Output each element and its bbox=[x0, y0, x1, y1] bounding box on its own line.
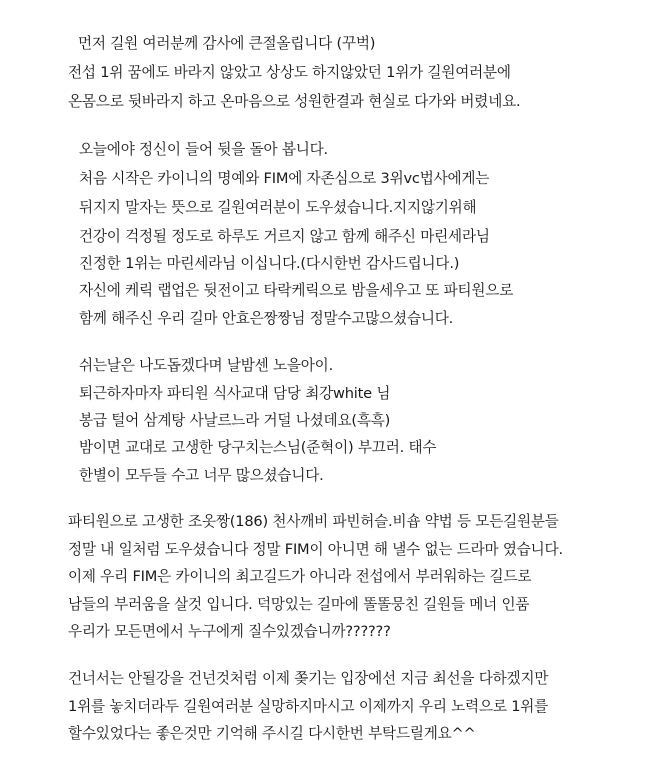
text-line: 파티원으로 고생한 조옷짱(186) 천사깨비 파빈허슬.비숍 약법 등 모든길원분들 bbox=[68, 513, 559, 530]
text-line: 정말 내 일처럼 도우셨습니다 정말 FIM이 아니면 해 낼수 없는 드라마 였습니다. bbox=[68, 541, 563, 558]
text-line: 남들의 부러움을 살것 입니다. 덕망있는 길마에 똘똘뭉친 길원들 메너 인품 bbox=[68, 596, 530, 613]
text-line: 건강이 걱정될 정도로 하루도 거르지 않고 함께 해주신 마린세라님 bbox=[79, 228, 490, 245]
text-line: 우리가 모든면에서 누구에게 질수있겠습니까?????? bbox=[68, 623, 391, 640]
text-line: 자신에 케릭 랩업은 뒷전이고 타락케릭으로 밤을세우고 또 파티원으로 bbox=[79, 282, 514, 299]
text-line: 봉급 털어 삼계탕 사날르느라 거덜 나셨데요(흑흑) bbox=[79, 412, 391, 429]
text-line: 온몸으로 뒷바라지 하고 온마음으로 성원한결과 현실로 다가와 버렸네요. bbox=[68, 93, 521, 110]
text-line: 먼저 길원 여러분께 감사에 큰절올립니다 (꾸벅) bbox=[78, 35, 376, 52]
text-line: 오늘에야 정신이 들어 뒷을 돌아 봅니다. bbox=[79, 141, 328, 158]
text-line: 진정한 1위는 마린세라님 이십니다.(다시한번 감사드립니다.) bbox=[79, 255, 460, 272]
text-line: 쉬는날은 나도돕겠다며 날밤센 노을아이. bbox=[79, 357, 334, 374]
text-line: 처음 시작은 카이니의 명예와 FIM에 자존심으로 3위vc법사에게는 bbox=[79, 170, 490, 187]
text-line: 퇴근하자마자 파티원 식사교대 담당 최강white 님 bbox=[79, 385, 391, 402]
text-line: 뒤지지 말자는 뜻으로 길원여러분이 도우셨습니다.지지않기위해 bbox=[79, 199, 477, 216]
text-line: 전섭 1위 꿈에도 바라지 않았고 상상도 하지않았던 1위가 길원여러분에 bbox=[68, 64, 511, 81]
text-line: 한별이 모두들 수고 너무 많으셨습니다. bbox=[79, 467, 324, 484]
text-line: 이제 우리 FIM은 카이니의 최고길드가 아니라 전섭에서 부러워하는 길드로 bbox=[68, 568, 532, 585]
text-line: 밤이면 교대로 고생한 당구치는스님(준혁이) 부끄러. 태수 bbox=[79, 439, 437, 456]
text-line: 함께 해주신 우리 길마 안효은짱짱님 정말수고많으셨습니다. bbox=[79, 310, 454, 327]
text-line: 건너서는 안될강을 건넌것처럼 이제 쫒기는 입장에선 지금 최선을 다하겠지만 bbox=[68, 670, 549, 687]
text-line: 할수있었다는 좋은것만 기억해 주시길 다시한번 부탁드릴게요^^ bbox=[68, 725, 476, 742]
text-line: 1위를 놓치더라두 길원여러분 실망하지마시고 이제까지 우리 노력으로 1위를 bbox=[68, 698, 549, 715]
